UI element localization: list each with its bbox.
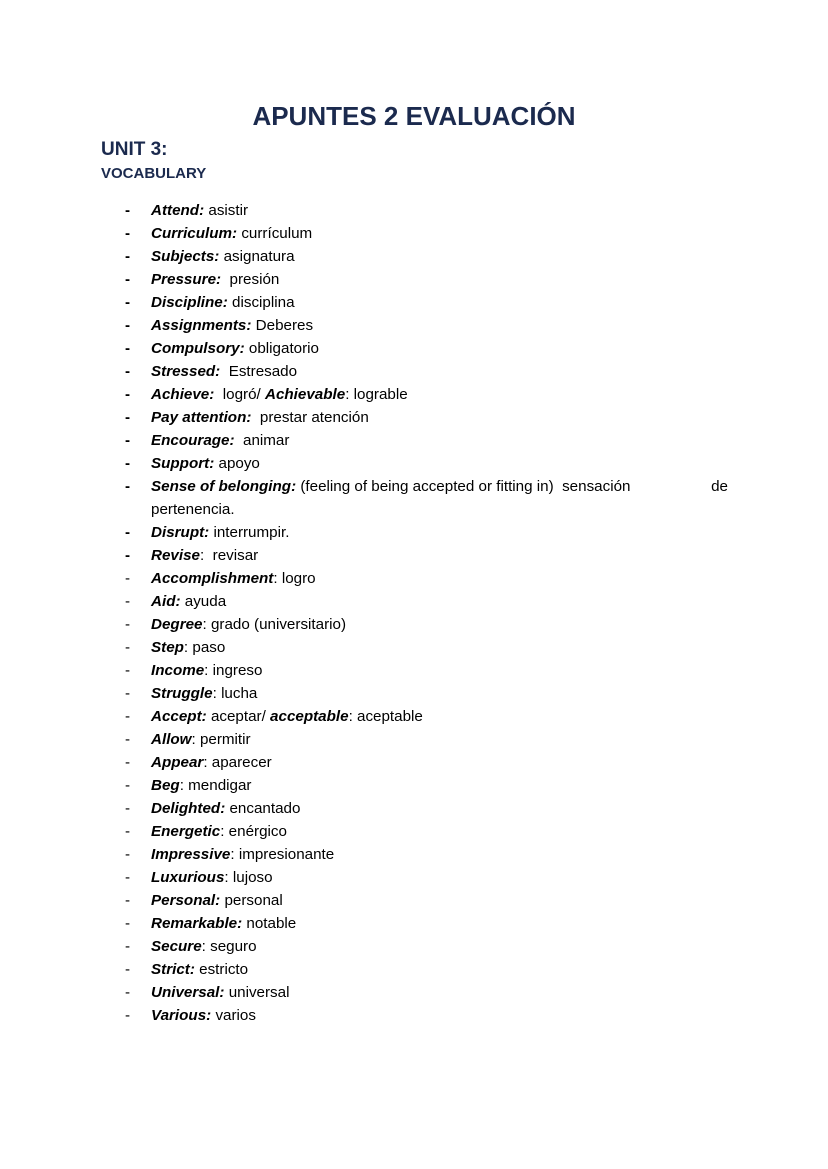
vocab-definition: Estresado — [228, 363, 298, 380]
vocab-definition: prestar atención — [259, 409, 369, 426]
vocab-separator: : — [203, 754, 212, 771]
vocab-line — [151, 340, 319, 357]
vocabulary-item — [0, 958, 828, 981]
vocab-term: Struggle — [151, 685, 213, 702]
vocab-line — [151, 547, 258, 564]
vocab-term: Strict: — [151, 961, 195, 978]
vocab-line — [151, 708, 423, 725]
vocab-definition: seguro — [210, 938, 257, 955]
justified-line — [151, 475, 728, 498]
vocabulary-item — [0, 797, 828, 820]
vocab-term: Degree — [151, 616, 203, 633]
vocab-definition: animar — [243, 432, 290, 449]
vocab-line — [151, 800, 300, 817]
vocab-definition: aparecer — [211, 754, 272, 771]
list-dash: - — [125, 984, 131, 1001]
list-dash: - — [125, 455, 131, 472]
vocab-definition: aceptar/ — [210, 708, 271, 725]
vocab-separator: : — [191, 731, 200, 748]
vocab-term: Curriculum: — [151, 225, 238, 242]
vocab-term: Pay attention: — [151, 409, 252, 426]
vocab-term: Accomplishment — [151, 570, 274, 587]
vocab-separator: : — [183, 639, 193, 656]
list-dash: - — [125, 524, 131, 541]
vocab-separator: : — [202, 616, 211, 633]
vocab-term: Universal: — [151, 984, 225, 1001]
vocab-term: Subjects: — [151, 248, 220, 265]
vocab-line — [151, 777, 251, 794]
vocab-term: Energetic — [151, 823, 221, 840]
vocab-separator: : — [212, 685, 222, 702]
vocabulary-item — [0, 889, 828, 912]
vocab-definition: ingreso — [212, 662, 263, 679]
vocab-definition-secondary: : aceptable — [348, 708, 423, 725]
vocab-definition: paso — [192, 639, 226, 656]
vocab-line — [151, 892, 283, 909]
vocabulary-item — [0, 291, 828, 314]
vocabulary-item — [0, 475, 828, 521]
vocab-term: Pressure: — [151, 271, 222, 288]
vocab-term: Allow — [151, 731, 192, 748]
vocab-line — [151, 984, 289, 1001]
list-dash: - — [125, 616, 131, 633]
vocab-definition: grado (universitario) — [210, 616, 347, 633]
vocabulary-item — [0, 1004, 828, 1027]
list-dash: - — [125, 777, 131, 794]
vocab-definition: currículum — [241, 225, 313, 242]
vocab-line — [151, 225, 312, 242]
vocab-definition: asignatura — [223, 248, 295, 265]
vocab-line — [151, 616, 346, 633]
list-dash: - — [125, 432, 131, 449]
vocab-term: Assignments: — [151, 317, 252, 334]
list-dash: - — [125, 731, 131, 748]
vocab-definition: encantado — [229, 800, 301, 817]
list-dash: - — [125, 340, 131, 357]
vocab-line — [151, 386, 408, 403]
vocabulary-item — [0, 360, 828, 383]
vocab-separator: : — [273, 570, 282, 587]
list-dash: - — [125, 961, 131, 978]
vocab-line — [151, 685, 257, 702]
list-dash: - — [125, 639, 131, 656]
vocabulary-item — [0, 199, 828, 222]
vocabulary-item — [0, 567, 828, 590]
list-dash: - — [125, 685, 131, 702]
vocab-term: Compulsory: — [151, 340, 245, 357]
vocab-definition: permitir — [199, 731, 251, 748]
vocab-definition: disciplina — [232, 294, 295, 311]
vocabulary-item — [0, 728, 828, 751]
vocabulary-item — [0, 659, 828, 682]
vocab-term: Disrupt: — [151, 524, 210, 541]
vocabulary-item — [0, 521, 828, 544]
list-dash: - — [125, 593, 131, 610]
vocabulary-item — [0, 751, 828, 774]
vocab-term: Attend: — [151, 202, 205, 219]
vocab-definition: impresionante — [238, 846, 335, 863]
list-dash: - — [125, 317, 131, 334]
vocab-line — [151, 455, 260, 472]
vocab-definition: universal — [228, 984, 290, 1001]
vocab-line — [151, 409, 369, 426]
vocab-definition-end: de — [711, 478, 728, 495]
vocab-separator: : — [199, 547, 213, 564]
vocab-separator: : — [204, 662, 213, 679]
vocab-line — [151, 1007, 256, 1024]
vocab-line — [151, 961, 248, 978]
vocabulary-item — [0, 682, 828, 705]
vocab-separator — [221, 271, 229, 288]
list-dash: - — [125, 708, 131, 725]
vocab-definition: enérgico — [228, 823, 287, 840]
list-dash: - — [125, 386, 131, 403]
vocab-definition: obligatorio — [248, 340, 319, 357]
vocab-line — [151, 294, 295, 311]
vocab-line — [151, 202, 248, 219]
vocab-line — [151, 869, 273, 886]
vocab-definition: lujoso — [232, 869, 273, 886]
list-dash: - — [125, 294, 131, 311]
vocabulary-item — [0, 590, 828, 613]
vocab-term: Achieve: — [151, 386, 215, 403]
vocabulary-list — [0, 199, 828, 1027]
list-dash: - — [125, 271, 131, 288]
vocab-term: Encourage: — [151, 432, 235, 449]
vocab-definition: mendigar — [188, 777, 252, 794]
vocabulary-item — [0, 222, 828, 245]
vocab-term-secondary: Achievable — [264, 386, 346, 403]
vocab-term-secondary: acceptable — [270, 708, 349, 725]
vocab-definition: presión — [229, 271, 280, 288]
vocabulary-item — [0, 820, 828, 843]
vocab-separator — [235, 432, 243, 449]
vocabulary-item — [0, 429, 828, 452]
vocab-line — [151, 846, 334, 863]
vocab-definition: Deberes — [255, 317, 314, 334]
list-dash: - — [125, 1007, 131, 1024]
vocab-definition: apoyo — [218, 455, 260, 472]
vocab-line — [151, 271, 279, 288]
vocab-definition: revisar — [212, 547, 259, 564]
vocab-separator — [220, 363, 228, 380]
list-dash: - — [125, 363, 131, 380]
vocab-line — [151, 915, 296, 932]
list-dash: - — [125, 846, 131, 863]
vocabulary-item — [0, 452, 828, 475]
list-dash: - — [125, 869, 131, 886]
document-title: APUNTES 2 EVALUACIÓN — [252, 101, 576, 131]
vocabulary-item — [0, 843, 828, 866]
vocab-definition: asistir — [208, 202, 249, 219]
vocab-definition-secondary: : lograble — [345, 386, 408, 403]
vocab-term: Stressed: — [151, 363, 221, 380]
vocabulary-item — [0, 314, 828, 337]
vocab-term: Support: — [151, 455, 215, 472]
vocab-definition: varios — [215, 1007, 256, 1024]
vocab-definition: personal — [224, 892, 283, 909]
list-dash: - — [125, 478, 131, 495]
vocabulary-item — [0, 981, 828, 1004]
vocabulary-item — [0, 406, 828, 429]
list-dash: - — [125, 202, 131, 219]
vocab-definition: interrumpir. — [213, 524, 290, 541]
vocab-term: Step — [151, 639, 184, 656]
vocab-definition: estricto — [199, 961, 249, 978]
vocab-term: Sense of belonging: — [151, 478, 297, 495]
vocab-line — [151, 754, 272, 771]
vocab-definition: logró/ — [222, 386, 265, 403]
vocab-term: Delighted: — [151, 800, 226, 817]
vocab-term: Impressive — [151, 846, 231, 863]
vocab-term: Secure — [151, 938, 202, 955]
vocabulary-item — [0, 544, 828, 567]
vocabulary-item — [0, 245, 828, 268]
list-dash: - — [125, 938, 131, 955]
vocabulary-item — [0, 866, 828, 889]
vocab-separator: : — [201, 938, 211, 955]
vocab-line — [151, 524, 289, 541]
vocab-line — [151, 639, 225, 656]
vocabulary-item — [0, 613, 828, 636]
list-dash: - — [125, 823, 131, 840]
list-dash: - — [125, 248, 131, 265]
vocab-term: Personal: — [151, 892, 221, 909]
vocab-term: Revise — [151, 547, 200, 564]
vocab-definition: logro — [281, 570, 316, 587]
vocab-line — [151, 317, 313, 334]
section-heading: VOCABULARY — [101, 165, 207, 182]
vocab-line — [151, 593, 226, 610]
vocabulary-item — [0, 912, 828, 935]
vocab-separator — [214, 386, 222, 403]
vocab-term: Various: — [151, 1007, 212, 1024]
list-dash: - — [125, 662, 131, 679]
vocab-definition: notable — [246, 915, 297, 932]
vocab-definition: (feeling of being accepted or fitting in) sensación — [300, 478, 631, 495]
vocabulary-item — [0, 383, 828, 406]
vocabulary-item — [0, 636, 828, 659]
vocab-term: Beg — [151, 777, 180, 794]
continuation-line — [151, 498, 728, 521]
vocabulary-item — [0, 337, 828, 360]
vocab-term: Appear — [151, 754, 204, 771]
vocab-definition-continuation: pertenencia. — [151, 501, 235, 518]
vocab-separator: : — [179, 777, 189, 794]
vocab-term: Aid: — [151, 593, 181, 610]
vocabulary-item — [0, 774, 828, 797]
list-dash: - — [125, 800, 131, 817]
vocab-definition: ayuda — [184, 593, 227, 610]
line-start — [151, 475, 630, 498]
vocab-separator — [251, 409, 259, 426]
vocab-term: Luxurious — [151, 869, 225, 886]
vocab-term: Accept: — [151, 708, 207, 725]
vocab-line — [151, 248, 295, 265]
vocab-term: Income — [151, 662, 205, 679]
vocab-line — [151, 432, 289, 449]
list-dash: - — [125, 570, 131, 587]
vocab-line — [151, 662, 262, 679]
list-dash: - — [125, 409, 131, 426]
list-dash: - — [125, 754, 131, 771]
vocabulary-item — [0, 935, 828, 958]
vocab-definition: lucha — [221, 685, 258, 702]
vocab-line — [151, 731, 251, 748]
unit-heading: UNIT 3: — [101, 139, 168, 160]
vocabulary-item — [0, 268, 828, 291]
vocab-separator: : — [230, 846, 239, 863]
list-dash: - — [125, 547, 131, 564]
list-dash: - — [125, 225, 131, 242]
vocab-term: Remarkable: — [151, 915, 243, 932]
list-dash: - — [125, 892, 131, 909]
vocab-line — [151, 570, 316, 587]
vocab-line — [151, 363, 297, 380]
vocab-line — [151, 938, 257, 955]
vocab-term: Discipline: — [151, 294, 228, 311]
vocab-separator: : — [220, 823, 229, 840]
vocab-line — [151, 823, 287, 840]
vocabulary-item — [0, 705, 828, 728]
vocab-separator: : — [224, 869, 233, 886]
list-dash: - — [125, 915, 131, 932]
